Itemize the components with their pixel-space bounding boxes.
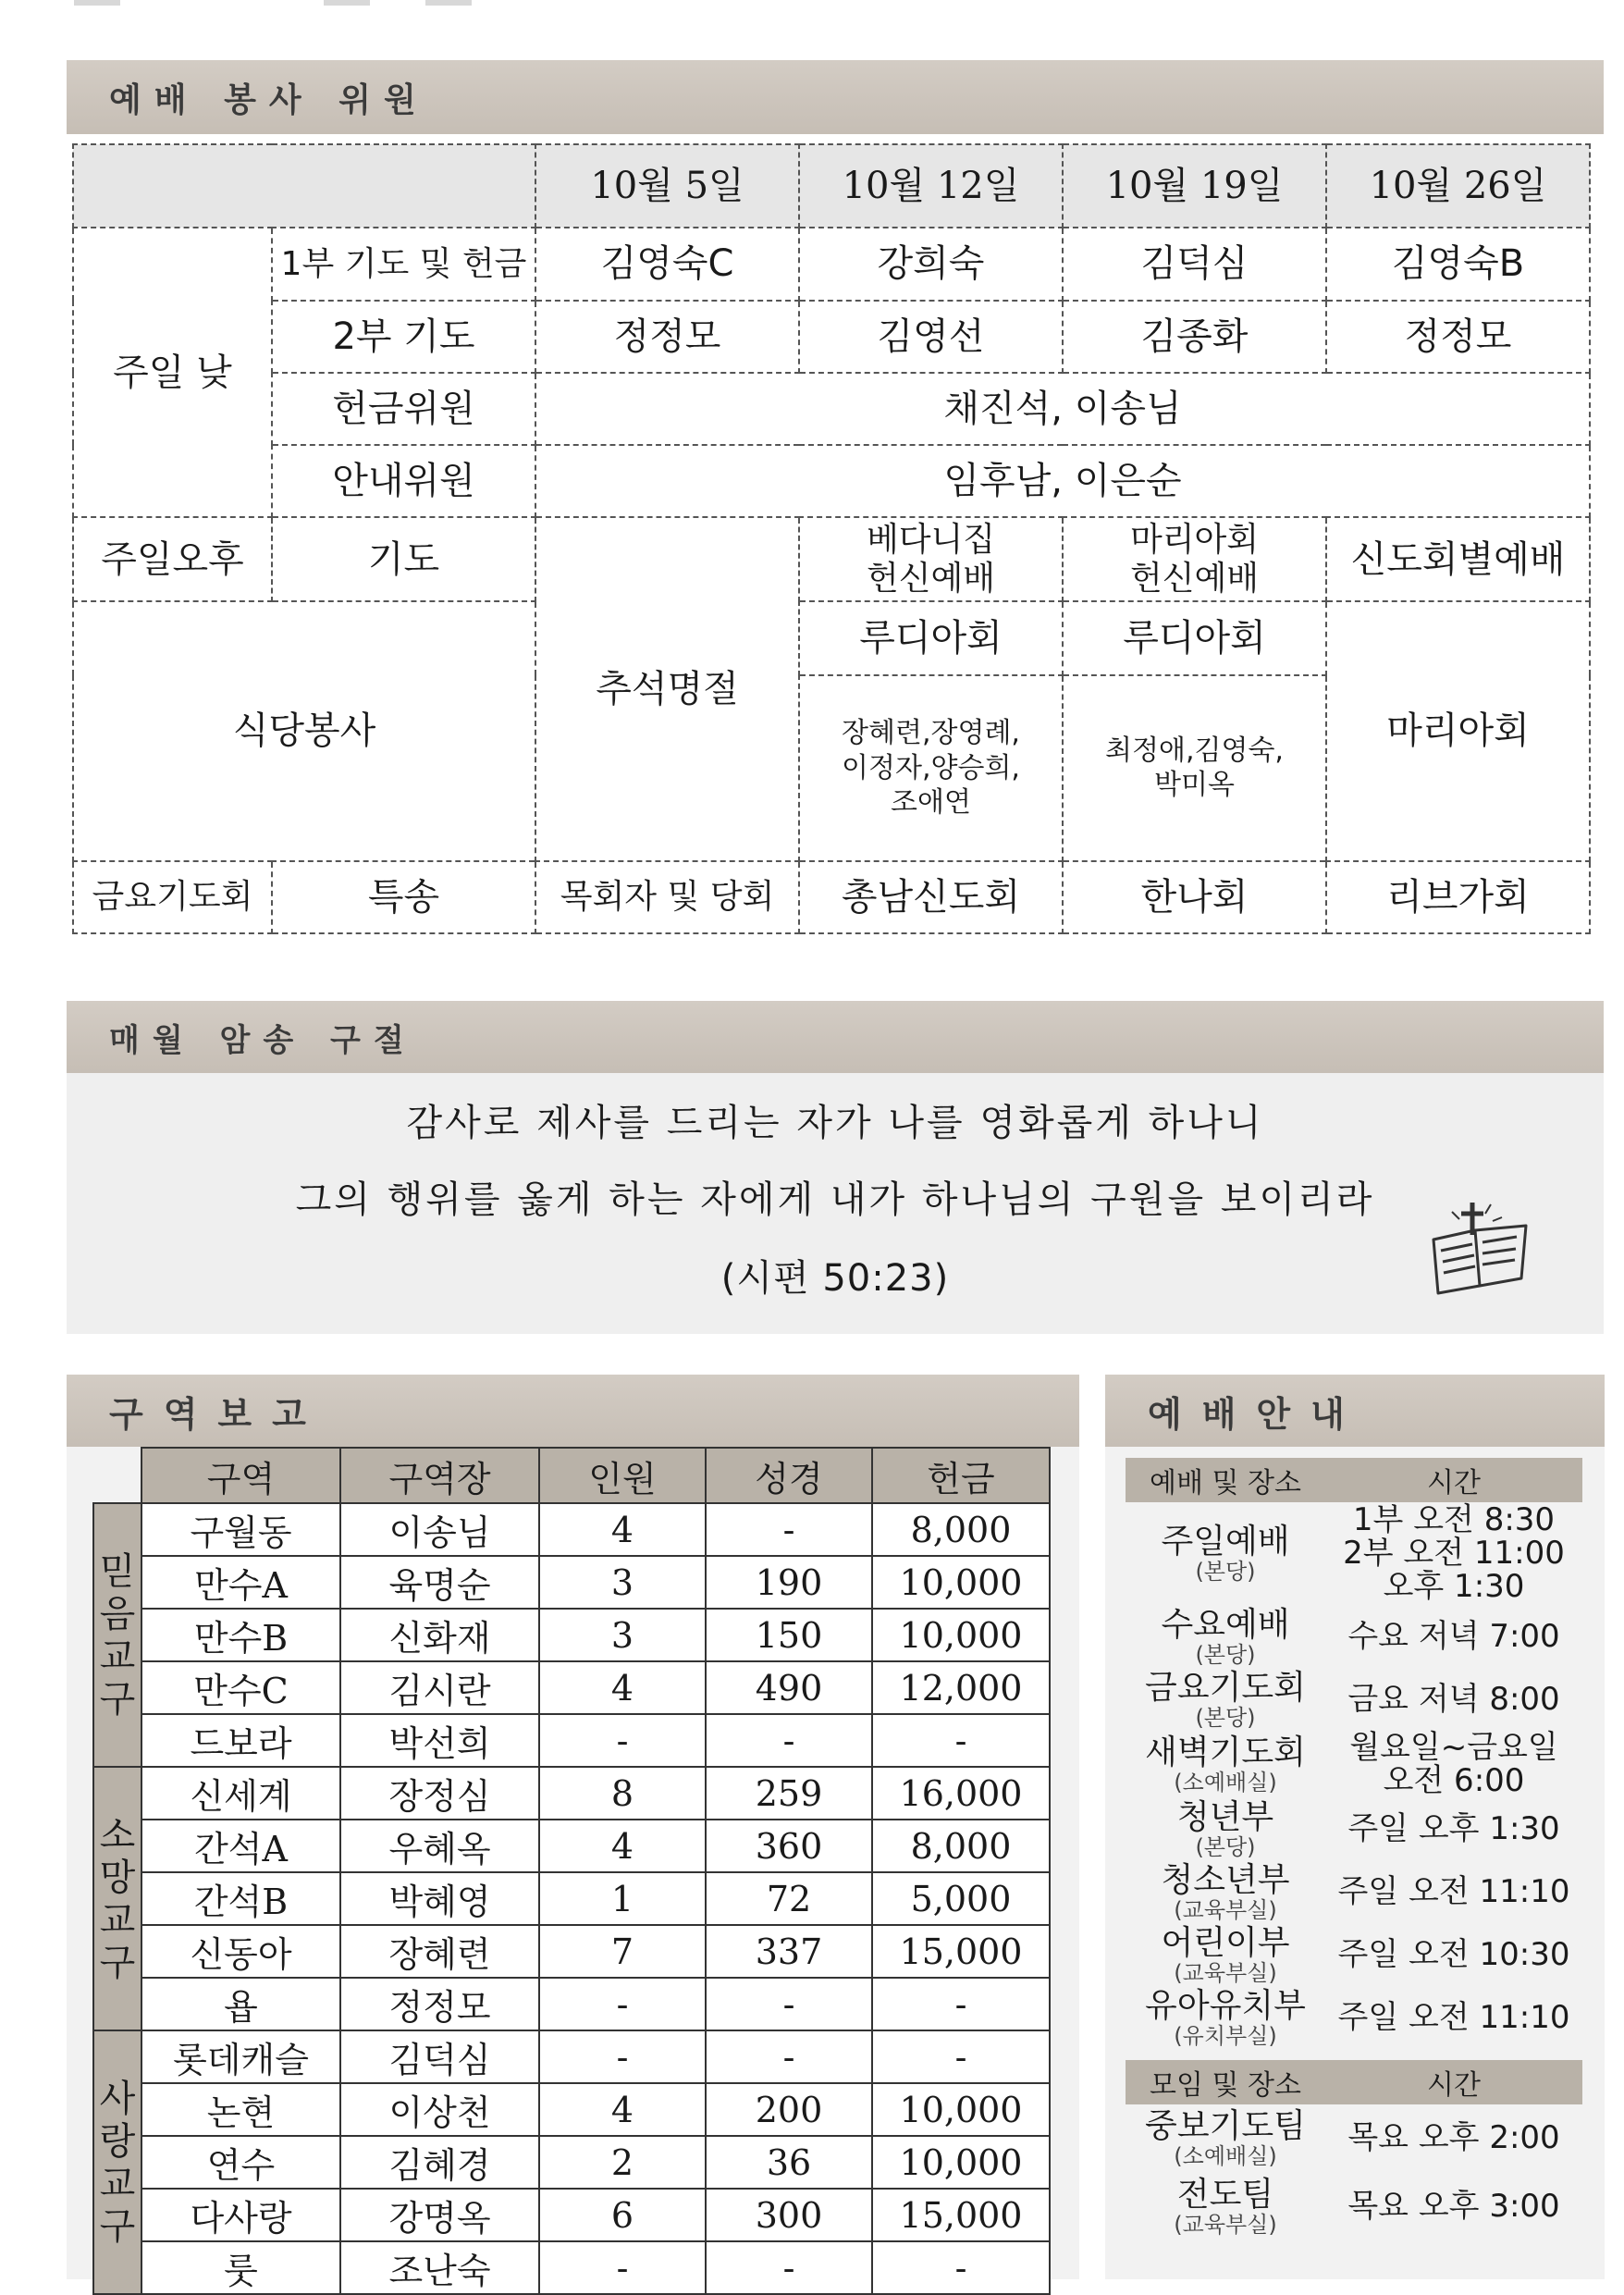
cell-header-row bbox=[93, 1448, 1050, 1503]
sunday-day-label: 주일 낮 bbox=[73, 228, 272, 517]
duty-row-prayer2 bbox=[73, 301, 1590, 373]
service-time: 주일 오전 10:30 bbox=[1337, 1936, 1570, 1974]
service-time: 목요 오후 3:00 bbox=[1347, 2188, 1560, 2226]
sunday-pm-label: 주일오후 bbox=[73, 517, 272, 600]
row-label: 안내위원 bbox=[272, 445, 535, 517]
district-cell: 드보라 bbox=[141, 1714, 340, 1767]
service-time: 주일 오후 1:30 bbox=[1347, 1810, 1560, 1848]
district-cell: 욥 bbox=[141, 1978, 340, 2030]
verse-box bbox=[67, 1073, 1604, 1334]
service-name: 청소년부 bbox=[1161, 1860, 1290, 1899]
service-guide-title: 예배안내 bbox=[1105, 1375, 1605, 1447]
service-time-cell bbox=[1325, 1924, 1582, 1987]
attendance-cell: - bbox=[539, 2030, 706, 2083]
friday-cell: 목회자 및 당회 bbox=[535, 861, 799, 933]
service-name-cell bbox=[1126, 2104, 1325, 2173]
pm-line: 헌신예배 bbox=[866, 559, 996, 598]
duty-row-prayer1 bbox=[73, 228, 1590, 300]
bible-cell: 36 bbox=[706, 2136, 872, 2189]
cell-report-panel bbox=[67, 1447, 1079, 2291]
attendance-cell: 6 bbox=[539, 2189, 706, 2241]
offering-cell: 5,000 bbox=[872, 1872, 1050, 1925]
district-cell: 만수C bbox=[141, 1661, 340, 1714]
service-name: 유아유치부 bbox=[1145, 1986, 1306, 2025]
service-name-cell bbox=[1126, 1798, 1325, 1861]
duty-cell: 김영선 bbox=[799, 301, 1063, 373]
service-name: 전도팀 bbox=[1176, 2175, 1274, 2214]
parish-char: 사 bbox=[99, 2077, 136, 2120]
guide-row bbox=[1126, 1798, 1582, 1861]
service-name: 새벽기도회 bbox=[1145, 1733, 1306, 1771]
service-name: 주일예배 bbox=[1161, 1522, 1290, 1561]
attendance-cell: 4 bbox=[539, 2083, 706, 2136]
district-cell: 다사랑 bbox=[141, 2189, 340, 2241]
service-location: (유치부실) bbox=[1174, 2022, 1277, 2049]
meal-names-12 bbox=[799, 675, 1063, 861]
duty-row-friday bbox=[73, 861, 1590, 933]
meeting-header-row bbox=[1126, 2060, 1582, 2104]
offering-cell: 8,000 bbox=[872, 1503, 1050, 1556]
bible-cell: 360 bbox=[706, 1820, 872, 1872]
pm-cell-19 bbox=[1063, 517, 1326, 600]
pm-line: 헌신예배 bbox=[1129, 559, 1260, 598]
service-time: 주일 오전 11:10 bbox=[1337, 1999, 1570, 2037]
service-location: (본당) bbox=[1195, 1641, 1256, 1668]
row-label: 2부 기도 bbox=[272, 301, 535, 373]
district-cell: 논현 bbox=[141, 2083, 340, 2136]
col-header: 시간 bbox=[1325, 1458, 1582, 1502]
service-time-cell bbox=[1325, 1861, 1582, 1924]
service-name-cell bbox=[1126, 1924, 1325, 1987]
name-line: 조애연 bbox=[891, 786, 971, 820]
cell-corner bbox=[93, 1448, 141, 1503]
district-cell: 신동아 bbox=[141, 1925, 340, 1978]
attendance-cell: 2 bbox=[539, 2136, 706, 2189]
service-name-cell bbox=[1126, 1861, 1325, 1924]
duty-header-row bbox=[73, 144, 1590, 228]
service-time-cell bbox=[1325, 2173, 1582, 2241]
name-line: 이정자,양승희, bbox=[842, 751, 1020, 784]
leader-cell: 강명옥 bbox=[340, 2189, 539, 2241]
friday-cell: 리브가회 bbox=[1326, 861, 1590, 933]
meal-26: 마리아회 bbox=[1326, 601, 1590, 861]
leader-cell: 신화재 bbox=[340, 1609, 539, 1661]
service-time: 주일 오전 11:10 bbox=[1337, 1873, 1570, 1911]
service-name-cell bbox=[1126, 1502, 1325, 1606]
parish-char: 망 bbox=[99, 1856, 136, 1899]
service-location: (본당) bbox=[1195, 1704, 1256, 1731]
service-time-cell bbox=[1325, 1729, 1582, 1799]
service-name-cell bbox=[1126, 1606, 1325, 1669]
meeting-table bbox=[1126, 2060, 1582, 2241]
col-header: 모임 및 장소 bbox=[1126, 2060, 1325, 2104]
pm-cell-26: 신도회별예배 bbox=[1326, 517, 1590, 600]
guide-row bbox=[1126, 1732, 1582, 1798]
col-header: 시간 bbox=[1325, 2060, 1582, 2104]
guide-row bbox=[1126, 1669, 1582, 1732]
table-row bbox=[93, 2189, 1050, 2241]
service-name-cell bbox=[1126, 1987, 1325, 2050]
service-time: 오후 1:30 bbox=[1383, 1567, 1525, 1605]
duty-row-offering bbox=[73, 373, 1590, 445]
guide-row bbox=[1126, 1606, 1582, 1669]
guide-row bbox=[1126, 2104, 1582, 2173]
bible-cell: 259 bbox=[706, 1767, 872, 1820]
district-cell: 롯데캐슬 bbox=[141, 2030, 340, 2083]
table-row bbox=[93, 1767, 1050, 1820]
service-guide-panel bbox=[1105, 1447, 1605, 2279]
parish-char: 구 bbox=[99, 1941, 136, 1984]
leader-cell: 김시란 bbox=[340, 1661, 539, 1714]
cell-report-title: 구역보고 bbox=[67, 1375, 1079, 1447]
service-time-cell bbox=[1325, 1606, 1582, 1669]
name-line: 박미옥 bbox=[1154, 769, 1235, 802]
duty-cell: 김영숙B bbox=[1326, 228, 1590, 300]
col-header: 인원 bbox=[539, 1448, 706, 1503]
verse-section-title: 매월 암송 구절 bbox=[67, 1001, 1604, 1073]
top-edge-marks bbox=[74, 0, 462, 7]
guide-row bbox=[1126, 1861, 1582, 1924]
table-row bbox=[93, 1925, 1050, 1978]
offering-cell: - bbox=[872, 1714, 1050, 1767]
friday-label: 금요기도회 bbox=[73, 861, 272, 933]
attendance-cell: 4 bbox=[539, 1503, 706, 1556]
duty-cell: 김덕심 bbox=[1063, 228, 1326, 300]
table-row bbox=[93, 1872, 1050, 1925]
service-time: 금요 저녁 8:00 bbox=[1347, 1681, 1560, 1719]
guide-row bbox=[1126, 1924, 1582, 1987]
bible-cell: 190 bbox=[706, 1556, 872, 1609]
district-cell: 룻 bbox=[141, 2241, 340, 2294]
service-name-cell bbox=[1126, 2173, 1325, 2241]
parish-label bbox=[93, 1503, 141, 1767]
offering-cell: 12,000 bbox=[872, 1661, 1050, 1714]
date-header: 10월 26일 bbox=[1326, 144, 1590, 228]
leader-cell: 이송님 bbox=[340, 1503, 539, 1556]
verse-reference: (시편 50:23) bbox=[720, 1257, 950, 1300]
service-location: (본당) bbox=[1195, 1558, 1256, 1585]
leader-cell: 김덕심 bbox=[340, 2030, 539, 2083]
row-label: 특송 bbox=[272, 861, 535, 933]
district-cell: 신세계 bbox=[141, 1767, 340, 1820]
parish-char: 구 bbox=[99, 2204, 136, 2248]
offering-cell: 10,000 bbox=[872, 1609, 1050, 1661]
date-header: 10월 19일 bbox=[1063, 144, 1326, 228]
district-cell: 만수A bbox=[141, 1556, 340, 1609]
duty-section-title: 예배 봉사 위원 bbox=[67, 60, 1604, 134]
service-location: (소예배실) bbox=[1174, 2142, 1277, 2169]
offering-cell: - bbox=[872, 2241, 1050, 2294]
pm-cell-12 bbox=[799, 517, 1063, 600]
offering-cell: 10,000 bbox=[872, 1556, 1050, 1609]
service-location: (본당) bbox=[1195, 1833, 1256, 1860]
attendance-cell: - bbox=[539, 2241, 706, 2294]
service-time: 1부 오전 8:30 bbox=[1352, 1501, 1556, 1539]
table-row bbox=[93, 1609, 1050, 1661]
district-cell: 간석B bbox=[141, 1872, 340, 1925]
parish-char: 음 bbox=[99, 1592, 136, 1635]
row-label: 1부 기도 및 헌금 bbox=[272, 228, 535, 300]
attendance-cell: 3 bbox=[539, 1609, 706, 1661]
table-row bbox=[93, 1661, 1050, 1714]
col-header: 성경 bbox=[706, 1448, 872, 1503]
parish-char: 구 bbox=[99, 1677, 136, 1721]
service-time: 수요 저녁 7:00 bbox=[1347, 1618, 1560, 1656]
parish-char: 랑 bbox=[99, 2119, 136, 2163]
leader-cell: 우혜옥 bbox=[340, 1820, 539, 1872]
leader-cell: 장정심 bbox=[340, 1767, 539, 1820]
duty-cell: 김영숙C bbox=[535, 228, 799, 300]
attendance-cell: - bbox=[539, 1978, 706, 2030]
bible-cell: - bbox=[706, 1978, 872, 2030]
duty-cell: 강희숙 bbox=[799, 228, 1063, 300]
date-header: 10월 12일 bbox=[799, 144, 1063, 228]
parish-char: 교 bbox=[99, 1898, 136, 1942]
friday-cell: 한나회 bbox=[1063, 861, 1326, 933]
guide-row bbox=[1126, 1502, 1582, 1606]
parish-char: 소 bbox=[99, 1813, 136, 1857]
meal-label: 식당봉사 bbox=[73, 601, 535, 861]
offering-cell: 15,000 bbox=[872, 1925, 1050, 1978]
row-label: 기도 bbox=[272, 517, 535, 600]
attendance-cell: 7 bbox=[539, 1925, 706, 1978]
guide-row bbox=[1126, 2173, 1582, 2241]
bible-cell: - bbox=[706, 2030, 872, 2083]
bible-cell: - bbox=[706, 1503, 872, 1556]
table-row bbox=[93, 2136, 1050, 2189]
duty-cell-span: 채진석, 이송님 bbox=[535, 373, 1590, 445]
offering-cell: 8,000 bbox=[872, 1820, 1050, 1872]
service-name-cell bbox=[1126, 1669, 1325, 1732]
service-time-cell bbox=[1325, 1798, 1582, 1861]
guide-row bbox=[1126, 1987, 1582, 2050]
service-time-cell bbox=[1325, 1669, 1582, 1732]
service-name: 수요예배 bbox=[1161, 1605, 1290, 1644]
bible-cell: 72 bbox=[706, 1872, 872, 1925]
district-cell: 만수B bbox=[141, 1609, 340, 1661]
district-cell: 구월동 bbox=[141, 1503, 340, 1556]
table-row bbox=[93, 1714, 1050, 1767]
col-header: 예배 및 장소 bbox=[1126, 1458, 1325, 1502]
offering-cell: 10,000 bbox=[872, 2083, 1050, 2136]
bible-cell: - bbox=[706, 2241, 872, 2294]
bible-cell: 200 bbox=[706, 2083, 872, 2136]
date-header: 10월 5일 bbox=[535, 144, 799, 228]
offering-cell: - bbox=[872, 2030, 1050, 2083]
pm-line: 마리아회 bbox=[1129, 521, 1260, 560]
friday-cell: 총남신도회 bbox=[799, 861, 1063, 933]
table-row bbox=[93, 1556, 1050, 1609]
table-row bbox=[93, 1820, 1050, 1872]
verse-line-1: 감사로 제사를 드리는 자가 나를 영화롭게 하나니 bbox=[406, 1102, 1264, 1144]
duty-cell: 정정모 bbox=[535, 301, 799, 373]
leader-cell: 정정모 bbox=[340, 1978, 539, 2030]
leader-cell: 이상천 bbox=[340, 2083, 539, 2136]
service-time: 월요일~금요일 bbox=[1349, 1729, 1558, 1767]
service-location: (소예배실) bbox=[1174, 1769, 1277, 1795]
parish-label bbox=[93, 2030, 141, 2294]
bible-cell: 150 bbox=[706, 1609, 872, 1661]
bible-cell: 490 bbox=[706, 1661, 872, 1714]
meal-names-19 bbox=[1063, 675, 1326, 861]
service-location: (교육부실) bbox=[1174, 1896, 1277, 1923]
parish-label bbox=[93, 1767, 141, 2030]
service-time-cell bbox=[1325, 1987, 1582, 2050]
meal-group: 루디아회 bbox=[799, 601, 1063, 675]
offering-cell: 15,000 bbox=[872, 2189, 1050, 2241]
service-name: 금요기도회 bbox=[1145, 1668, 1306, 1707]
service-time: 오전 6:00 bbox=[1383, 1762, 1525, 1799]
name-line: 최정애,김영숙, bbox=[1105, 734, 1284, 767]
table-row bbox=[93, 2083, 1050, 2136]
duty-corner-cell bbox=[73, 144, 535, 228]
table-row bbox=[93, 1978, 1050, 2030]
meal-group: 루디아회 bbox=[1063, 601, 1326, 675]
attendance-cell: - bbox=[539, 1714, 706, 1767]
leader-cell: 장혜련 bbox=[340, 1925, 539, 1978]
parish-char: 교 bbox=[99, 2162, 136, 2205]
offering-cell: 10,000 bbox=[872, 2136, 1050, 2189]
attendance-cell: 3 bbox=[539, 1556, 706, 1609]
col-header: 구역 bbox=[141, 1448, 340, 1503]
leader-cell: 박혜영 bbox=[340, 1872, 539, 1925]
attendance-cell: 1 bbox=[539, 1872, 706, 1925]
service-location: (교육부실) bbox=[1174, 2211, 1277, 2238]
service-location: (교육부실) bbox=[1174, 1959, 1277, 1986]
leader-cell: 육명순 bbox=[340, 1556, 539, 1609]
col-header: 구역장 bbox=[340, 1448, 539, 1503]
duty-table bbox=[72, 143, 1591, 934]
service-table bbox=[1126, 1458, 1582, 2050]
district-cell: 연수 bbox=[141, 2136, 340, 2189]
col-header: 헌금 bbox=[872, 1448, 1050, 1503]
attendance-cell: 8 bbox=[539, 1767, 706, 1820]
district-cell: 간석A bbox=[141, 1820, 340, 1872]
duty-cell: 정정모 bbox=[1326, 301, 1590, 373]
parish-char: 교 bbox=[99, 1635, 136, 1678]
table-row bbox=[93, 2030, 1050, 2083]
cell-report-table bbox=[92, 1447, 1051, 2295]
leader-cell: 박선희 bbox=[340, 1714, 539, 1767]
parish-char: 믿 bbox=[99, 1549, 136, 1593]
attendance-cell: 4 bbox=[539, 1820, 706, 1872]
leader-cell: 조난숙 bbox=[340, 2241, 539, 2294]
bible-cell: - bbox=[706, 1714, 872, 1767]
table-row bbox=[93, 1503, 1050, 1556]
service-time: 목요 오후 2:00 bbox=[1347, 2119, 1560, 2157]
service-header-row bbox=[1126, 1458, 1582, 1502]
duty-row-usher bbox=[73, 445, 1590, 517]
service-name-cell bbox=[1126, 1732, 1325, 1798]
service-time-cell bbox=[1325, 2104, 1582, 2173]
attendance-cell: 4 bbox=[539, 1661, 706, 1714]
name-line: 장혜련,장영례, bbox=[842, 717, 1020, 750]
table-row bbox=[93, 2241, 1050, 2294]
row-label: 헌금위원 bbox=[272, 373, 535, 445]
offering-cell: 16,000 bbox=[872, 1767, 1050, 1820]
bible-cell: 337 bbox=[706, 1925, 872, 1978]
service-time: 2부 오전 11:00 bbox=[1343, 1535, 1565, 1573]
offering-cell: - bbox=[872, 1978, 1050, 2030]
verse-line-2: 그의 행위를 옳게 하는 자에게 내가 하나님의 구원을 보이리라 bbox=[295, 1178, 1375, 1221]
duty-row-meal-group bbox=[73, 601, 1590, 675]
bible-cell: 300 bbox=[706, 2189, 872, 2241]
duty-cell-span: 임후남, 이은순 bbox=[535, 445, 1590, 517]
service-name: 중보기도팀 bbox=[1145, 2106, 1306, 2145]
duty-cell: 김종화 bbox=[1063, 301, 1326, 373]
service-name: 청년부 bbox=[1176, 1797, 1274, 1836]
service-name: 어린이부 bbox=[1161, 1923, 1290, 1962]
duty-row-sunday-pm bbox=[73, 517, 1590, 600]
leader-cell: 김혜경 bbox=[340, 2136, 539, 2189]
chuseok-cell: 추석명절 bbox=[535, 517, 799, 860]
open-bible-icon bbox=[1424, 1193, 1535, 1304]
service-time-cell bbox=[1325, 1502, 1582, 1606]
pm-line: 베다니집 bbox=[866, 521, 996, 560]
